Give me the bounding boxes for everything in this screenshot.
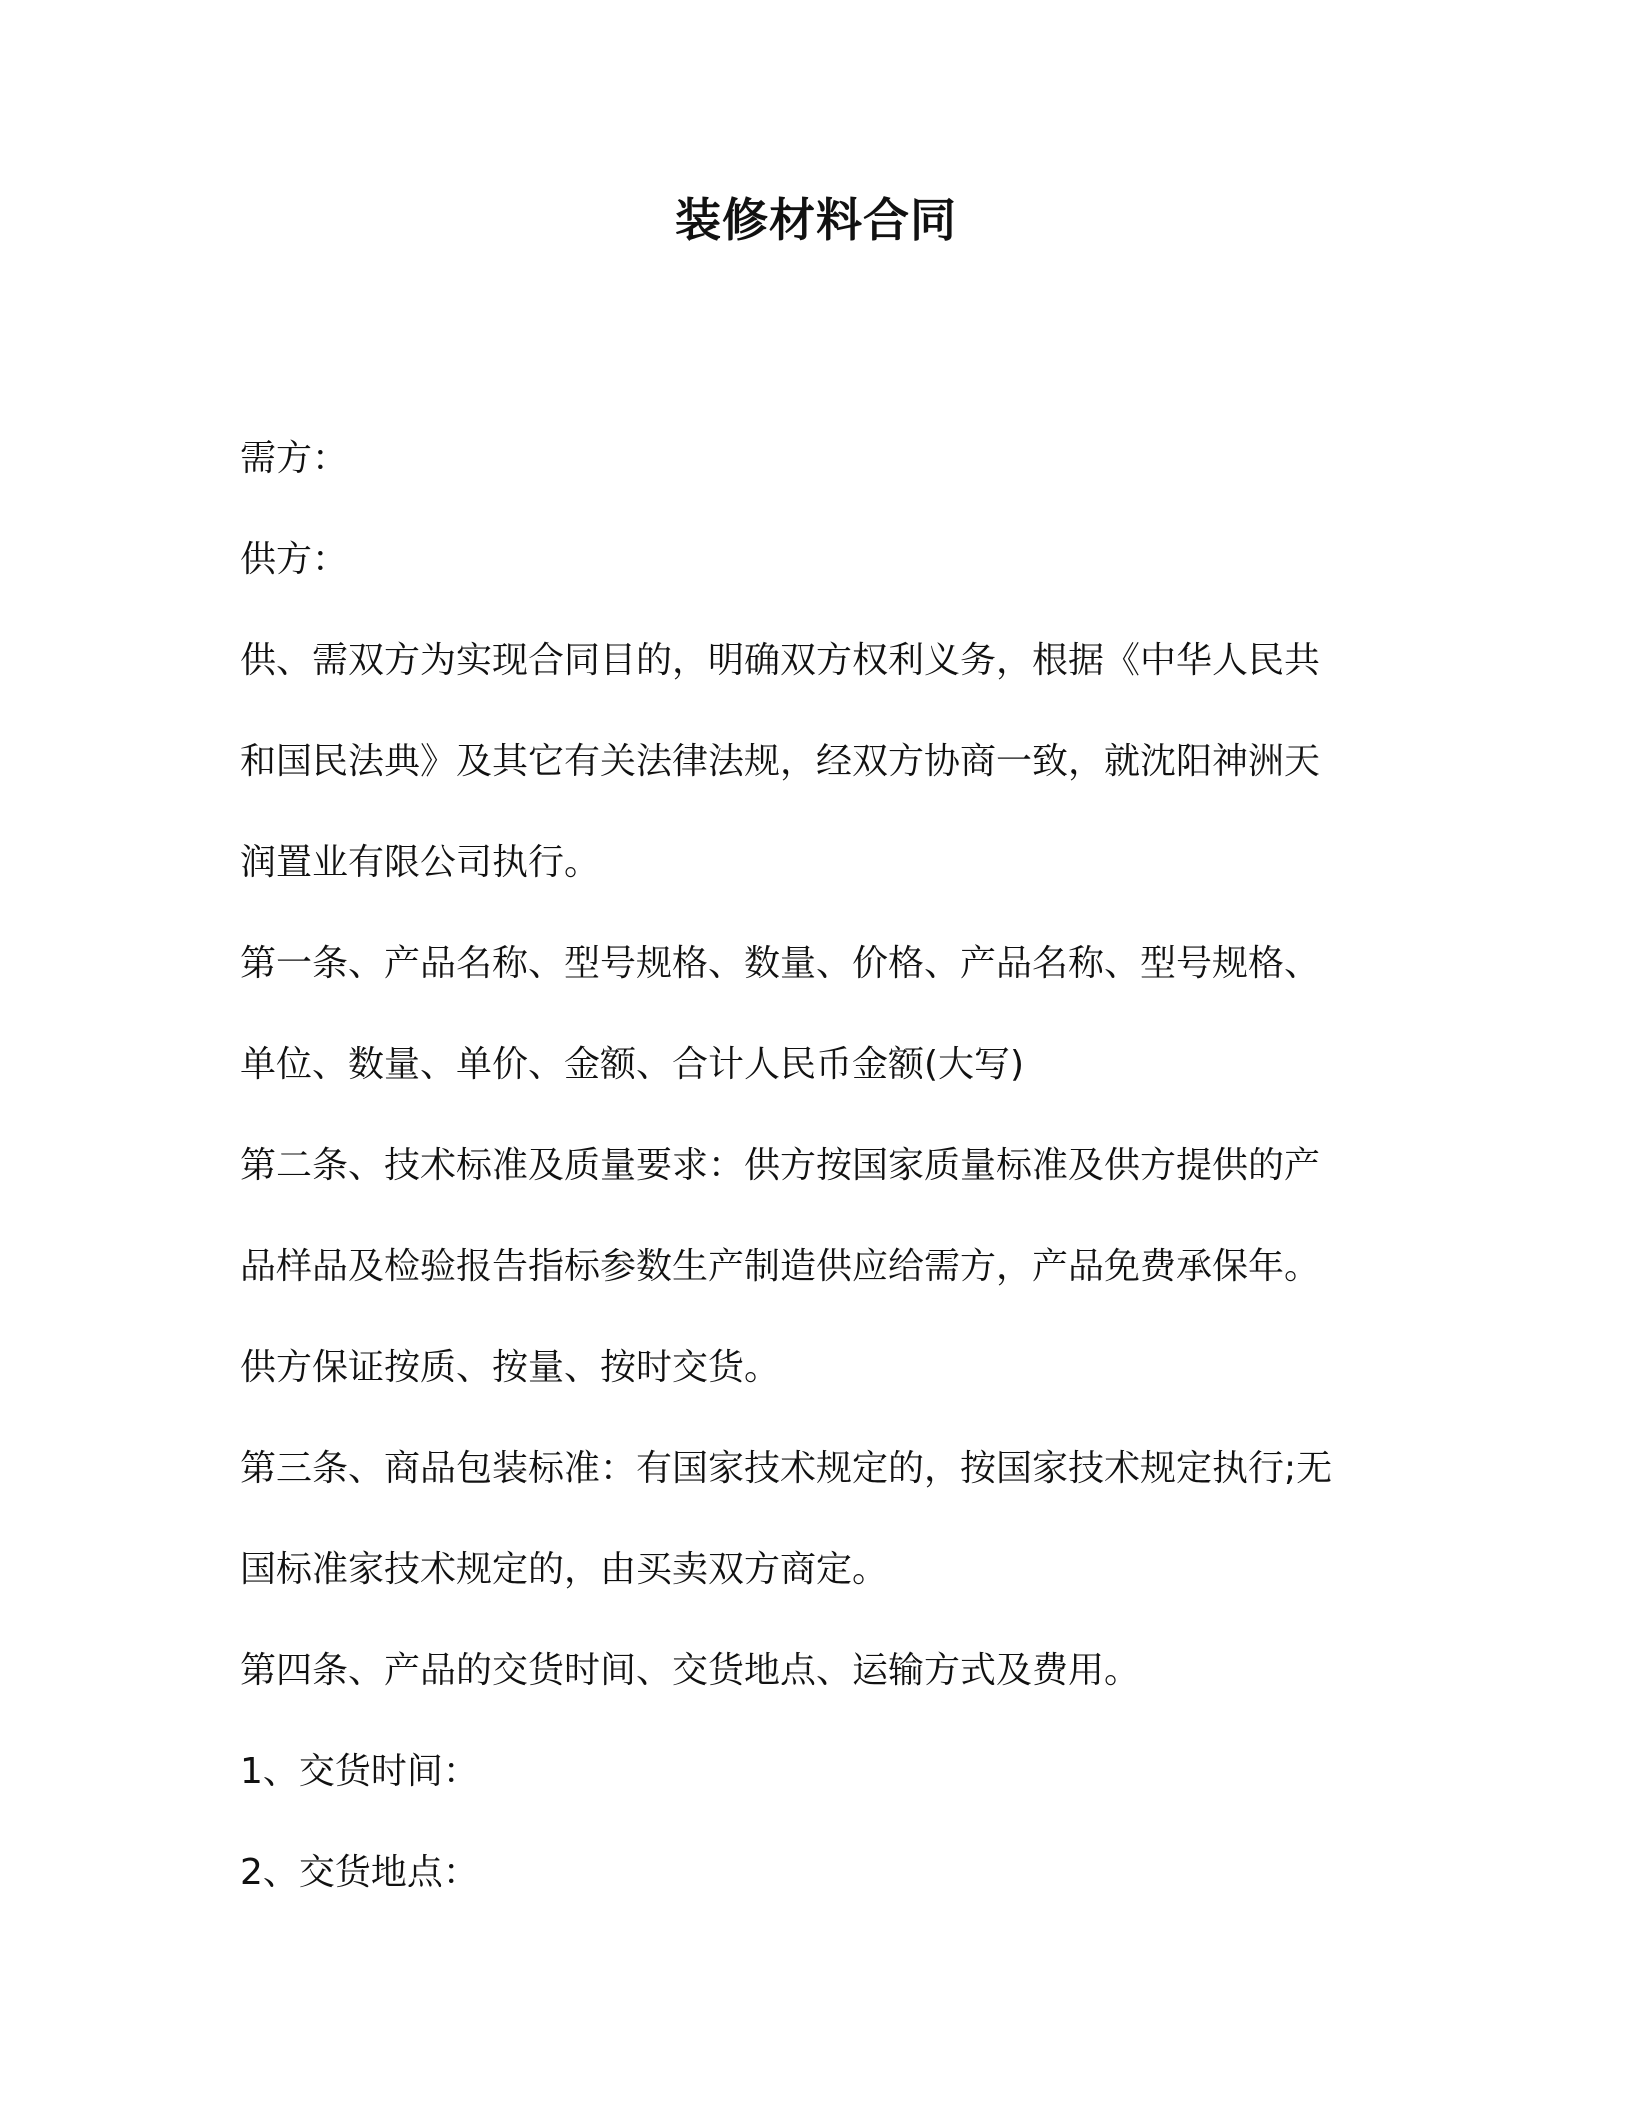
- article-2-line-3: 供方保证按质、按量、按时交货。: [240, 1347, 781, 1388]
- article-1-line-1: 第一条、产品名称、型号规格、数量、价格、产品名称、型号规格、: [240, 943, 1321, 984]
- preamble-line-3: 润置业有限公司执行。: [240, 842, 601, 883]
- article-4-line-1: 第四条、产品的交货时间、交货地点、运输方式及费用。: [240, 1650, 1141, 1691]
- article-1-line-2: 单位、数量、单价、金额、合计人民币金额(大写): [240, 1044, 1025, 1085]
- buyer-line: 需方：: [240, 438, 349, 479]
- delivery-place-line: 2、交货地点：: [240, 1852, 479, 1893]
- article-3-line-2: 国标准家技术规定的，由买卖双方商定。: [240, 1549, 889, 1590]
- preamble-line-1: 供、需双方为实现合同目的，明确双方权利义务，根据《中华人民共: [240, 640, 1321, 681]
- delivery-time-line: 1、交货时间：: [240, 1751, 479, 1792]
- supplier-line: 供方：: [240, 539, 349, 580]
- article-3-line-1: 第三条、商品包装标准：有国家技术规定的，按国家技术规定执行;无: [240, 1448, 1333, 1489]
- document-body: [240, 408, 1400, 1923]
- preamble-line-2: 和国民法典》及其它有关法律法规，经双方协商一致，就沈阳神洲天: [240, 741, 1321, 782]
- document-title: 装修材料合同: [675, 193, 957, 247]
- article-2-line-1: 第二条、技术标准及质量要求：供方按国家质量标准及供方提供的产: [240, 1145, 1321, 1186]
- article-2-line-2: 品样品及检验报告指标参数生产制造供应给需方，产品免费承保年。: [240, 1246, 1321, 1287]
